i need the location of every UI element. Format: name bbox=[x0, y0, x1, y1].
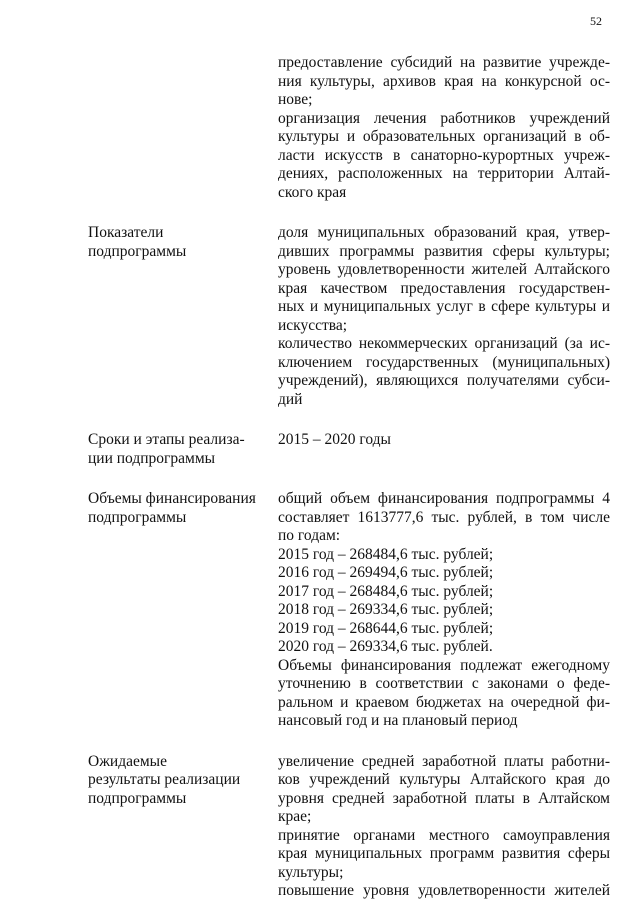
text-line: нансовый год и на плановый период bbox=[278, 712, 518, 729]
table-row bbox=[88, 431, 610, 468]
row-label bbox=[88, 224, 278, 261]
text-line: увеличение средней заработной платы работни- bbox=[278, 752, 610, 770]
table-row bbox=[88, 224, 610, 409]
text-line: предоставление субсидий на развитие учрежде- bbox=[278, 54, 610, 71]
text-line: 2015 – 2020 годы bbox=[278, 431, 391, 448]
table-row bbox=[88, 753, 610, 901]
page-number: 52 bbox=[590, 14, 602, 28]
passport-table bbox=[88, 54, 610, 901]
text-line: края качеством предоставления государствен- bbox=[278, 279, 610, 297]
text-line: Объемы финансирования подлежат ежегодному bbox=[278, 656, 610, 674]
text-line: 2017 год – 268484,6 тыс. рублей; bbox=[278, 582, 494, 600]
text-line: 2018 год – 269334,6 тыс. рублей; bbox=[278, 601, 494, 618]
text-line: уровня средней заработной платы в Алтайском bbox=[278, 789, 610, 807]
label-line: результаты реализации bbox=[88, 771, 241, 788]
label-line: Ожидаемые bbox=[88, 752, 167, 770]
text-line: ключением государственных (муниципальных) bbox=[278, 353, 610, 371]
row-value bbox=[278, 54, 610, 202]
text-line: крае; bbox=[278, 808, 312, 825]
text-line: дий bbox=[278, 390, 303, 408]
text-line: ков учреждений культуры Алтайского края до bbox=[278, 771, 610, 788]
row-value bbox=[278, 224, 610, 409]
label-line: ции подпрограммы bbox=[88, 449, 216, 467]
text-line: 2019 год – 268644,6 тыс. рублей; bbox=[278, 619, 494, 637]
row-label bbox=[88, 431, 278, 468]
text-line: ных и муниципальных услуг в сфере культуры и bbox=[278, 298, 610, 315]
text-line: доля муниципальных образований края, утвер- bbox=[278, 224, 610, 241]
text-line: искусства; bbox=[278, 316, 348, 334]
row-label bbox=[88, 490, 278, 527]
text-line: повышение уровня удовлетворенности жителей bbox=[278, 882, 610, 899]
text-line: 2016 год – 269494,6 тыс. рублей; bbox=[278, 564, 494, 581]
text-line: культуры и образовательных организаций в об- bbox=[278, 128, 610, 145]
text-line: края муниципальных программ развития сферы bbox=[278, 845, 610, 862]
label-line: подпрограммы bbox=[88, 789, 187, 807]
text-line: общий объем финансирования подпрограммы 4 bbox=[278, 490, 610, 507]
text-line: ского края bbox=[278, 183, 347, 201]
text-line: культуры; bbox=[278, 863, 344, 881]
text-line: учреждений), являющихся получателями субси- bbox=[278, 372, 610, 389]
row-value bbox=[278, 753, 610, 901]
text-line: ния культуры, архивов края на конкурсной ос- bbox=[278, 72, 610, 90]
row-value bbox=[278, 431, 610, 450]
text-line: количество некоммерческих организаций (за ис- bbox=[278, 335, 610, 352]
row-value bbox=[278, 490, 610, 731]
label-line: подпрограммы bbox=[88, 508, 187, 526]
text-line: нове; bbox=[278, 91, 313, 108]
text-line: ральном и краевом бюджетах на очередной фи- bbox=[278, 693, 610, 711]
label-line: Объемы финансирования bbox=[88, 490, 256, 507]
label-line: подпрограммы bbox=[88, 242, 187, 260]
row-label bbox=[88, 753, 278, 809]
text-line: 2020 год – 269334,6 тыс. рублей. bbox=[278, 638, 493, 655]
table-row bbox=[88, 490, 610, 731]
text-line: дивших программы развития сферы культуры; bbox=[278, 242, 610, 260]
label-line: Сроки и этапы реализа- bbox=[88, 431, 245, 448]
text-line: дениях, расположенных на территории Алтай- bbox=[278, 165, 610, 182]
text-line: организация лечения работников учреждений bbox=[278, 109, 610, 127]
text-line: по годам: bbox=[278, 527, 341, 544]
text-line: принятие органами местного самоуправления bbox=[278, 826, 610, 844]
text-line: 2015 год – 268484,6 тыс. рублей; bbox=[278, 545, 494, 563]
text-line: ласти искусств в санаторно-курортных учреж- bbox=[278, 146, 610, 164]
label-line: Показатели bbox=[88, 224, 164, 241]
text-line: уровень удовлетворенности жителей Алтайского bbox=[278, 261, 610, 278]
table-row bbox=[88, 54, 610, 202]
text-line: уточнению в соответствии с законами о феде- bbox=[278, 675, 610, 692]
text-line: составляет 1613777,6 тыс. рублей, в том числе bbox=[278, 508, 610, 526]
